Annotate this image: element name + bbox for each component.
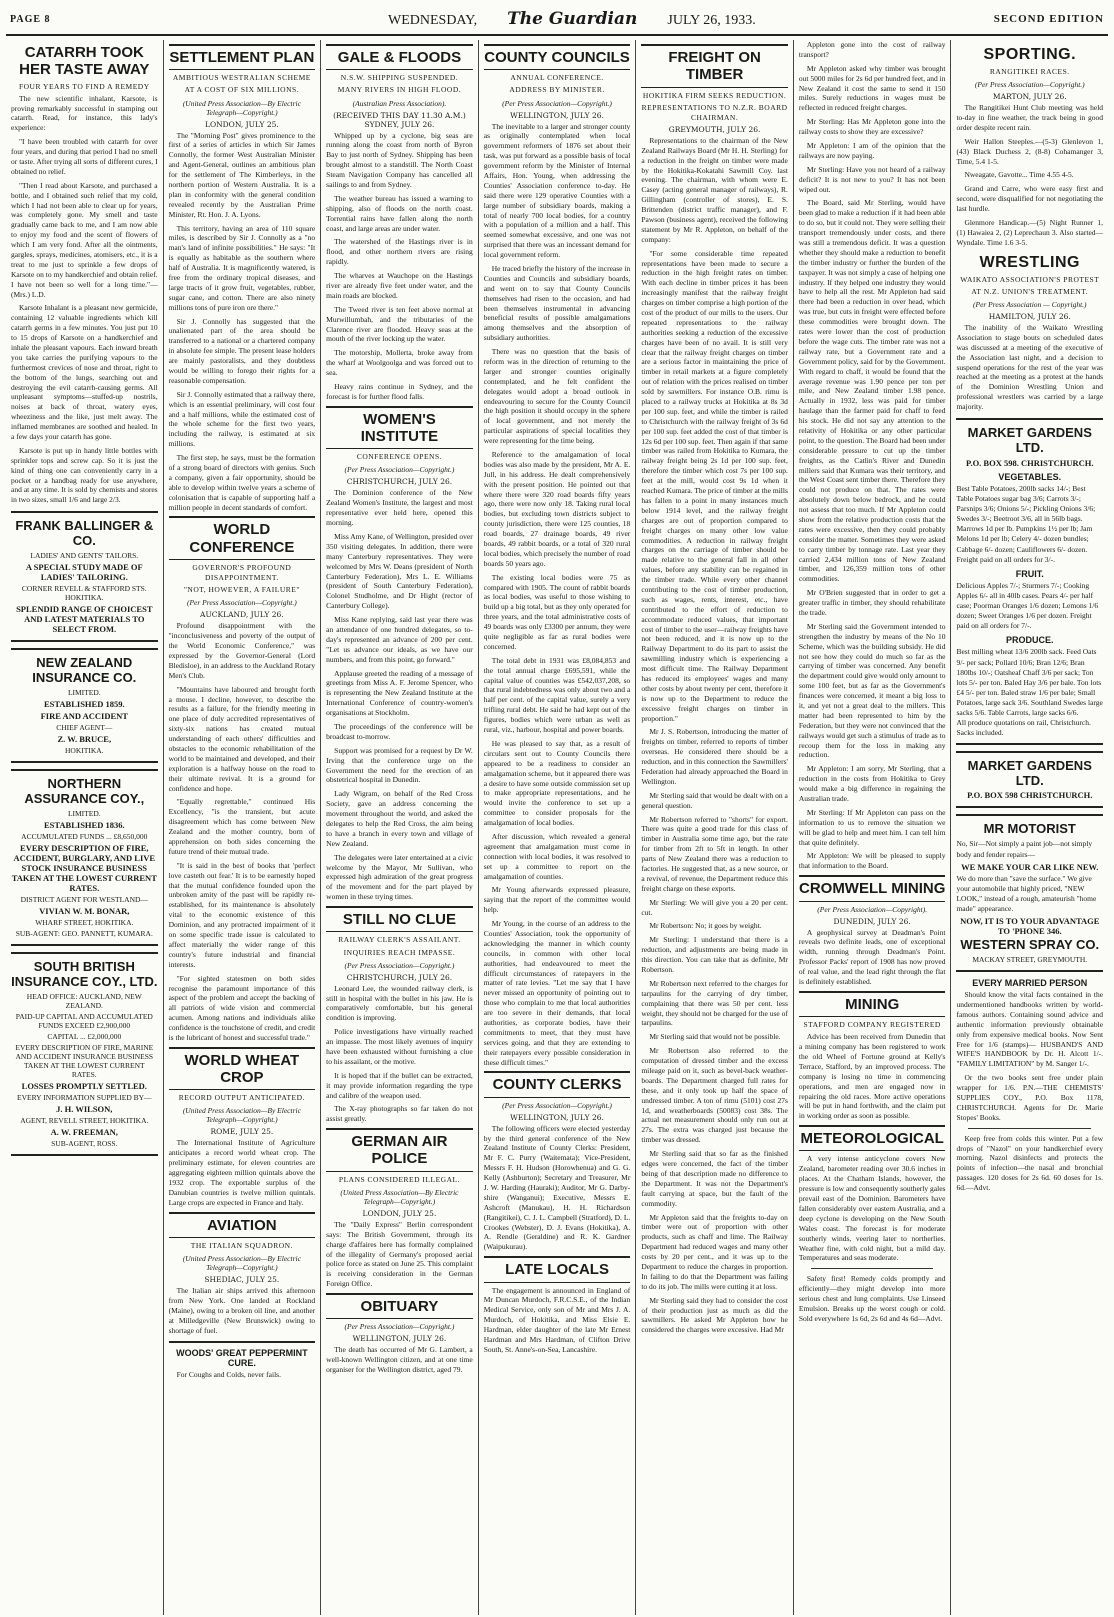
article-paragraph: He was pleased to say that, as a result of circulars sent out to County Councils there appeared to be a readiness to consider an amalgamation scheme, but it appeared there was a desire to have some outside commission set up to make appropriate representations, and he would invite the conference to set up a committee to consider proposals for the amalgamation of local bodies. bbox=[483, 738, 631, 828]
subhead: GOVERNOR'S PROFOUND DISAPPOINTMENT. bbox=[192, 562, 292, 583]
ad-line: HOKITIKA. bbox=[65, 746, 104, 755]
ad-ballinger bbox=[11, 511, 158, 642]
ad-line: EVERY DESCRIPTION OF FIRE, MARINE AND ACCIDENT INSURANCE BUSINESS TAKEN AT THE LOWEST CURRENT RATES. bbox=[15, 1042, 154, 1079]
ad-mr-motorist bbox=[956, 814, 1103, 972]
subhead: REPRESENTATIONS TO N.Z.R. BOARD CHAIRMAN. bbox=[641, 102, 788, 122]
article-paragraph: Heavy rains continue in Sydney, and the forecast is for further flood falls. bbox=[326, 381, 473, 401]
article-paragraph: "It is said in the best of books that 'perfect love casteth out fear.' It is to be earnestly hoped that the mutual confidence founded upon the unbroken amity of the past will be rapidly re-established, for its maintenance is absolutely vital to the economic existence of this Dominion, and any protracted impairment of it on some specific trade issue is calculated to affect materially the wider range of this country's future industrial and financial interests. bbox=[168, 860, 316, 969]
column-3 bbox=[321, 40, 479, 1615]
dateline: ROME, JULY 25. bbox=[210, 1127, 274, 1137]
article-paragraph: "For sighted statesmen on both sides recognise the paramount importance of this aspect of the problem and accept the backing of all patriots of wide vision and commercial acumen. Among nations and individuals alike confidence is the touchstone of credit, and credit is the lubricant of honest and successful trade." bbox=[168, 973, 316, 1042]
article-paragraph: Mr Young, in the course of an address to the Counties' Association, took the opportunity of acknowledging the manner in which county councils, in common with other local authorities, had endeavoured to meet the difficult circumstances of ratepayers in the matter of rate levies. "Let me say that I have never missed an opportunity of pointing out to those who complain to me that local authorities are too severe in their demands, that local authorities, as corporate bodies, have their commitments to meet, that they must have services going, and that they are extending to their ratepayers every possible consideration in these difficult times." bbox=[483, 919, 631, 1067]
article-paragraph: The proceedings of the conference will be broadcast to-morrow. bbox=[326, 721, 473, 741]
article-paragraph: After discussion, which revealed a general agreement that amalgamation must come in connection with local bodies, it was resolved to set up a committee to report on the amalgamation of counties. bbox=[483, 831, 631, 881]
article-paragraph: The inevitable to a larger and stronger county as originally contemplated when local government reformers of 1876 set about their task, was put forward as a possible basis of local government reform by the Minister of Internal Affairs, Hon. Young, when addressing the Counties' Association conference to-day. He said there were 129 operative Counties with a large number of subsidiary boards, making a total of nearly 700 local bodies, for a country with a population of a million and a half. This seemed somewhat excessive, and one was not surprised that there was an incessant demand for local government reform. bbox=[483, 121, 631, 260]
article-paragraph: The Italian air ships arrived this afternoon from New York. One landed at Rockland (Maine), owing to a broken oil line, and another at Milledgeville (New Brunswick) owing to shortage of fuel. bbox=[168, 1286, 316, 1335]
article-paragraph: The Tweed river is ten feet above normal at Murwillumbah, and the tributaries of the Clarence river are flooded. Heavy seas at the mouth of the river locking up the water. bbox=[326, 304, 473, 344]
ad-linseed-emulsion: Safety first! Remedy colds promptly and efficiently—they might develop into more serious chest and lung complaints. Use Linseed Emulsion. Breaks up the worst cough or cold. Sold everywhere 1s 6d, 2s 6d and 4s 6d—Advt. bbox=[798, 1274, 946, 1323]
ad-line: LIMITED. bbox=[67, 808, 101, 818]
ad-name: NEW ZEALAND INSURANCE CO. bbox=[32, 655, 137, 686]
article-paragraph: Glenmore Handicap.—(5) Night Runner 1, (1) Hawaiea 2, (2) Leprechaun 3. Also started—Wyndale. Time 1.6 3-5. bbox=[956, 218, 1104, 247]
price-list: All produce quotations on rail, Christchurch. Sacks included. bbox=[956, 718, 1091, 738]
article-paragraph: Karsote Inhalant is a pleasant new germicide, containing 12 valuable ingredients which kill catarrh germs in a few minutes. You just put 10 to 15 drops of Karsote on a handkerchief and inhale the pleasant vapours. Each inward breath you take carries the purifying vapours to the furthermost crevices of nose and throat, right to the bottom of the lungs, searching out and destroying the evil catarrh-causing germs. All unpleasant symptoms—stuffed-up nostrils, noises at back of throat, watery eyes, wheeziness and the like, just melt away. The inflamed membranes are soothed and healed. In a few days your catarrh has gone. bbox=[11, 303, 158, 442]
masthead-date: JULY 26, 1933. bbox=[667, 13, 756, 28]
price-section-heading: VEGETABLES. bbox=[998, 471, 1062, 482]
headline-meteorological: METEOROLOGICAL bbox=[799, 1125, 946, 1151]
article-paragraph: Police investigations have virtually reached an impasse. The most likely avenues of inquiry have been exhausted without furnishing a clue to his assailant, or the motive. bbox=[326, 1027, 473, 1066]
press-credit: (Australian Press Association). bbox=[352, 98, 447, 108]
dateline: SHEDIAC, JULY 25. bbox=[204, 1275, 280, 1285]
article-paragraph: The "Morning Post" gives prominence to the first of a series of articles in which Sir James Connolly, the former West Australian Minister and Agent-General, outlines an ambitious plan for the settlement of The Kimberleys, in the northern portion of Western Australia. It is a plan in conformity with the general condition revealed recently by the Australian Prime Minister, Rt. Hon. J. A. Lyons. bbox=[168, 130, 316, 219]
headline-catarrh: CATARRH TOOK HER TASTE AWAY bbox=[19, 44, 150, 79]
ad-line: AGENT, REVELL STREET, HOKITIKA. bbox=[20, 1115, 149, 1125]
article-paragraph: Mr J. S. Robertson, introducing the matter of freights on timber, referred to reports of timber overseas. He considered there should be a reduction, and in this connection the Sawmillers' Federation had already approached the Board in Wellington. bbox=[641, 727, 788, 786]
edition-label: SECOND EDITION bbox=[993, 13, 1104, 25]
ad-name: NORTHERN ASSURANCE COY., bbox=[24, 776, 145, 806]
article-paragraph: Mr Robertson referred to "shorts" for export. There was quite a good trade for this class of timber in Australia some time ago, but the rate for timber from 2ft to 5ft in length. In other parts of New Zealand there was a reduction to factories. He suggested that, as a new source, or a revival, of revenue, the Department reduce this freight charge on these exports. bbox=[641, 814, 788, 893]
ad-south-british bbox=[11, 952, 158, 1156]
ad-line: ESTABLISHED 1859. bbox=[43, 699, 125, 709]
subhead: AT N.Z. UNION'S TREATMENT. bbox=[971, 286, 1089, 296]
article-paragraph: "Mountains have laboured and brought forth a mouse. I decline, however, to describe the results as a failure, for the friendly meeting in one place of duly accredited representatives of sixty-six nations has created mutual understanding of each others' difficulties and obstacles to the economic rehabilitation of the world to be maintained and developed, and their exploration is a halfway house on the road to their ultimate revival. It is a ground for confidence and hope. bbox=[168, 684, 316, 793]
ad-name: SOUTH BRITISH INSURANCE COY., LTD. bbox=[11, 958, 158, 989]
article-paragraph: Weir Hallon Steeples.—(5-3) Glenlevon 1, (43) Black Duchess 2, (8-8) Cohamanger 3, Time, 5.4 1-5. bbox=[956, 136, 1104, 166]
article-paragraph: The total debt in 1931 was £8,084,853 and the total annual charge £695,591, while the capital value of counties was £542,037,208, so that rural indebtedness was only about two and a half per cent. of the capital value, surely a very trifling rural debt. He said he had kept out of the figures, bodies which were urban as well as rural, viz., harbour, hospital and power boards. bbox=[483, 655, 631, 735]
page-number: PAGE 8 bbox=[10, 13, 51, 25]
article-paragraph: The X-ray photographs so far taken do not assist greatly. bbox=[326, 1104, 473, 1124]
ad-northern-assurance bbox=[11, 769, 158, 946]
price-list: Delicious Apples 7/-; Sturmers 7/-; Cooking Apples 6/- all in 40lb cases. Pears 4/- per half case; Poorman Oranges 1/6 dozen; Lemons 1/6 dozen; Sweet Oranges 1/6 per dozen. Freight paid on all orders for 7/-. bbox=[956, 580, 1099, 631]
subhead: CONFERENCE OPENS. bbox=[356, 452, 443, 462]
subhead: MANY RIVERS IN HIGH FLOOD. bbox=[337, 85, 462, 95]
press-credit: (Per Press Association—Copyright). bbox=[817, 904, 928, 914]
subhead: ADDRESS BY MINISTER. bbox=[509, 85, 605, 95]
article-paragraph: Grand and Carre, who were easy first and second, were disqualified for not negotiating the last hurdle. bbox=[956, 184, 1104, 214]
press-credit: (Per Press Association—Copyright.) bbox=[974, 80, 1085, 90]
ad-name: FRANK BALLINGER & CO. bbox=[15, 518, 154, 549]
headline-cromwell-mining: CROMWELL MINING bbox=[799, 875, 946, 901]
ad-text: We do more than "save the surface." We give your automobile that highly priced, "NEW LOOK," instead of a rough, amateurish "home made" appearance. bbox=[956, 873, 1097, 914]
article-paragraph: Mr O'Brien suggested that in order to get a greater traffic in timber, they should rehabilitate the trade. bbox=[798, 588, 946, 617]
ad-line: A SPECIAL STUDY MADE OF LADIES' TAILORING. bbox=[25, 562, 143, 583]
divider bbox=[169, 1341, 316, 1343]
headline-sporting: SPORTING. bbox=[983, 46, 1077, 63]
ad-line: SUB-AGENT, ROSS. bbox=[51, 1138, 118, 1148]
article-paragraph: The watershed of the Hastings river is in flood, and other northern rivers are rising rapidly. bbox=[326, 237, 473, 267]
article-paragraph: Appleton gone into the cost of railway transport? bbox=[798, 40, 946, 59]
subhead: PLANS CONSIDERED ILLEGAL. bbox=[338, 1174, 460, 1184]
ad-market-gardens bbox=[956, 418, 1103, 745]
ad-text: For Coughs and Colds, never fails. bbox=[176, 1369, 281, 1379]
ad-line: WHARF STREET, HOKITIKA. bbox=[35, 917, 134, 927]
headline-late-locals: LATE LOCALS bbox=[484, 1256, 631, 1282]
columns bbox=[6, 40, 1108, 1615]
article-paragraph: This territory, having an area of 110 square miles, is described by Sir J. Connolly as a "no man's land of infinite possibilities." He says: "It is equally as habitable as the southern where half of Australia. It is magnificently watered, is free from the ordinary tropical diseases, and large tracts of it grow fruit, vegetables, rubber, sugar cane, and cotton. There are also ninety millions tons of pure iron ore there." bbox=[168, 223, 316, 312]
article-paragraph: Nweagate, Gavotte... Time 4.55 4-5. bbox=[964, 170, 1074, 180]
ad-line: ESTABLISHED 1836. bbox=[43, 819, 125, 830]
ad-line: P.O. BOX 598. CHRISTCHURCH. bbox=[966, 457, 1094, 468]
article-paragraph: The International Institute of Agriculture anticipates a record world wheat crop. The preliminary estimate, for eleven countries are aggregating eighteen million quintals above the 1932 crop. The exportable surplus of the Danubian countries is twelve million quintals. Large crops are expected in France and Italy. bbox=[168, 1138, 316, 1207]
subhead: THE ITALIAN SQUADRON. bbox=[190, 1240, 293, 1250]
dateline: MARTON, JULY 26. bbox=[992, 92, 1067, 102]
headline-still-no-clue: STILL NO CLUE bbox=[326, 906, 473, 932]
press-credit: (Per Press Association—Copyright.) bbox=[186, 598, 297, 608]
headline-wrestling: WRESTLING bbox=[979, 253, 1080, 271]
dateline: GREYMOUTH, JULY 26. bbox=[668, 124, 761, 134]
dateline: WELLINGTON, JULY 26. bbox=[510, 1112, 604, 1122]
article-paragraph: Mr Sterling said that would not be possible. bbox=[649, 1032, 781, 1042]
subhead: N.S.W. SHIPPING SUSPENDED. bbox=[340, 73, 459, 83]
article-paragraph: Sir J. Connolly estimated that a railway there, which is an essential preliminary, will cost four and a half millions, while the estimated cost of the whole scheme for the first two years, including the railway, is estimated at six millions. bbox=[168, 389, 316, 449]
subhead: RAILWAY CLERK'S ASSAILANT. bbox=[338, 935, 461, 945]
article-paragraph: The Rangitikei Hunt Club meeting was held to-day in fine weather, the track being in good order despite recent rain. bbox=[956, 103, 1104, 132]
headline-world-conference: WORLD CONFERENCE bbox=[169, 516, 316, 560]
article-paragraph: The existing local bodies were 75 as compared with 1905. The count of rabbit boards as local bodies, was useful to those wishing to build up a big total, but as they only operated for three years, and the total administrative costs of 49 boards was only £3300 per annum, they were quite negligible as far as rural bodies were concerned. bbox=[483, 572, 631, 651]
dateline: CHRISTCHURCH, JULY 26. bbox=[346, 972, 453, 982]
ad-text: Should know the vital facts contained in the undermentioned handbooks written by world-famous authors. Containing sound advice and authentic information previously obtainable only from expensive medical books. Now Sent Free for 1/6 (stamps)— HUSBAND'S AND WIFE'S HANDBOOK by Dr. H. Alcott 1/-. "FAMILY LIMITATION" by M. Sanger 1/-. bbox=[956, 990, 1104, 1069]
article-paragraph: Mr Sterling: If Mr Appleton can pass on the information to us to remove the situation we will be glad to help and meet him. I can tell him that quite definitely. bbox=[798, 807, 946, 847]
ad-name: MR MOTORIST bbox=[983, 821, 1076, 837]
headline-county-clerks: COUNTY CLERKS bbox=[484, 1071, 631, 1097]
article-paragraph: Mr Appleton said that the freights to-day on timber were out of proportion with other products, such as chaff and lime. The Railway Department had reduced wages and many other costs by 20 per cent., and it was up to the Department to reduce the charges in proportion. In failing to do that the Department was failing to do its job. The mills were cutting it at loss. bbox=[641, 1212, 788, 1291]
article-paragraph: Mr Sterling: We will give you a 20 per cent. cut. bbox=[641, 897, 788, 917]
ad-line: EVERY DESCRIPTION OF FIRE, ACCIDENT, BURGLARY, AND LIVE STOCK INSURANCE BUSINESS TAKEN AT THE LOWEST CURRENT RATES. bbox=[11, 842, 157, 893]
press-credit: (Per Press Association—Copyright.) bbox=[344, 960, 455, 970]
article-paragraph: Miss Amy Kane, of Wellington, presided over 350 visiting delegates. In addition, there were many Canterbury representatives. They were welcomed by Mrs W. Deans (president of North Canterbury Federation), Mrs L. E. Williams (president of South Canterbury Federation), Colonel Studholme, and Dr Hight (rector of Canterbury College). bbox=[326, 531, 473, 611]
article-paragraph: The Board, said Mr Sterling, would have been glad to make a reduction if it had been able to do so, but it could not. They were selling their transport tremendously under costs, and there was still a tremendous deficit. It was a question whether they should make a reduction to benefit the timber industry or further the burden of the taxpayer. It was not simply a case of helping one industry. If they helped one industry they would have to help all the rest. Mr Appleton had said there had been a reduction in over head, which was true, but cuts in freight were effected before these commodities were brought down. The rates were lower than the cost of production before the wage cuts. The timber rate was not a railway rate, but a Government rate and a Government policy, said for by the Government. With regard to chaff, it would be found that the average revenue was 1.90 pence per ton per mile, and New Zealand timber 1.98 pence. Actually in 1932, less was paid for timber haulage than the farmer paid for chaff to feed his stock. He did not say any attention to the relativity of Hokitika or any other particular point, to the question. The Board had been under considerable pressure to cut up the timber freights, as the Catlin's River and Dunedin millers said that Kumara was their territory, and the West Coast sent timber there. Therefore they could not produce on that. The rates were absolutely down below bedrock, and he could not assess that too much. If Mr Appleton could show from the relative production costs that the rates were excessive, then they could probably consider the matter. Sometimes they were asked to carry timber by tonnage rate. Last year they carried 2,434 million tons of New Zealand timber, and 126,359 million tons of other commodities. bbox=[798, 198, 946, 584]
dateline: (RECEIVED THIS DAY 11.30 A.M.) SYDNEY, JULY 26. bbox=[333, 110, 466, 129]
price-list: Best milling wheat 13/6 200lb sack. Feed Oats 9/- per sack; Pollard 10/6; Bran 12/6; Bran 180lbs 10/-; Oatsheaf Chaff 3/6 per sack; Ton lots 5/- per ton. Baled Hay 3/6 per bale. Ton lots £4 5/- per ton. Baled straw 1/6 per bale; Small Potatoes, large sack 3/6. Southland Swedes large sacks 5/6. Table Carrots, large sacks 6/6. bbox=[956, 647, 1103, 718]
article-paragraph: Mr Robertson also referred to the computation of dressed timber and the excess mileage paid on it, such as bevel-back weather-boards. The Department charged full rates for these, and it only took up half the space of undressed timber. A ton of rimu (5101) cost 27s 1d, and weatherboards (50083) cost 38s. The actual net measurement should only run out at 27s. The extra was charged just because the timber was dressed. bbox=[641, 1046, 788, 1145]
ad-woods-peppermint: WOODS' GREAT PEPPERMINT CURE. bbox=[176, 1347, 308, 1368]
article-paragraph: Mr Sterling said that would be dealt with on a general question. bbox=[641, 790, 788, 810]
column-1 bbox=[6, 40, 164, 1615]
ad-line: PAID-UP CAPITAL AND ACCUMULATED FUNDS EXCEED £2,900,000 bbox=[15, 1011, 153, 1030]
column-4 bbox=[479, 40, 637, 1615]
divider bbox=[968, 1128, 1091, 1129]
press-credit: (United Press Association—By Electric Telegraph—Copyright.) bbox=[182, 1106, 301, 1125]
ad-nazol: Keep free from colds this winter. Put a few drops of "Nazol" on your handkerchief every morning. Nazol disinfects and protects the points of infection—the nasal and bronchial passages. 120 doses for 2s 6d. 60 doses for 1s. 6d.—Advt. bbox=[956, 1133, 1104, 1193]
article-paragraph: Mr Appleton: I am of the opinion that the railways are now paying. bbox=[798, 141, 946, 160]
column-2 bbox=[164, 40, 322, 1615]
article-paragraph: Whipped up by a cyclone, big seas are running along the coast from north of Byron Bay to just north of Sydney. Shipping has been brought almost to a standstill. The North Coast Steam Navigation Company has cancelled all sailings to and from Sydney. bbox=[326, 130, 473, 189]
ad-text: Or the two books sent free under plain wrapper for 1/6. P.N.—THE CHEMISTS' SUPPLIES COY., P.O. Box 1178, CHRISTCHURCH. Agents for Dr. Marie Stopes' Books. bbox=[956, 1073, 1104, 1122]
masthead bbox=[6, 4, 1108, 36]
dateline: WELLINGTON, JULY 26. bbox=[352, 1334, 447, 1344]
article-paragraph: The delegates were later entertained at a civic welcome by the Mayor, Mr Sullivan, who expressed high admiration of the great progress of the movement and for the part played by women in these trying times. bbox=[326, 852, 473, 902]
headline-world-wheat-crop: WORLD WHEAT CROP bbox=[169, 1047, 316, 1091]
headline-every-married-person: EVERY MARRIED PERSON bbox=[972, 978, 1088, 989]
article-paragraph: Mr Appleton: We will be pleased to supply that information to the Board. bbox=[798, 851, 946, 871]
article-paragraph: The new scientific inhalant, Karsote, is proving remarkably successful in stamping out catarrh. Read, for instance, this lady's experience: bbox=[11, 93, 158, 133]
ad-line: VIVIAN W. M. BONAR, bbox=[39, 905, 130, 916]
article-paragraph: Mr Young afterwards expressed pleasure, saying that the report of the committee would help. bbox=[483, 885, 631, 915]
column-7 bbox=[951, 40, 1108, 1615]
article-paragraph: Mr Sterling said the Government intended to strengthen the industry by means of the No 10 Scheme, which was the building subsidy. He did not see how they could do much so far as the carrying of timber was concerned. Any benefit the department could give would only amount to some 100 feet, but as far as the Government's finances were concerned, it meant a big loss to it, and yet not a great deal to the millers. This matter had been represented to him by the Federation, but they were not convinced that the railways would get such a stimulus of trade as to recoup them for the loss in making any reduction. bbox=[798, 621, 946, 760]
ad-line: DISTRICT AGENT FOR WESTLAND— bbox=[20, 894, 148, 904]
masthead-center bbox=[388, 9, 756, 29]
ad-line: LIMITED. bbox=[67, 688, 101, 697]
newspaper-title: The Guardian bbox=[507, 9, 638, 29]
ad-text: No, Sir—Not simply a paint job—not simply body and fender repairs— bbox=[956, 839, 1093, 859]
article-paragraph: Profound disappointment with the "inconclusiveness and poverty of the output of the World Economic Conference," was expressed by the Governor-General (Lord Bledisloe), in an address to the Auckland Rotary Men's Club. bbox=[168, 621, 316, 680]
ad-line: A. W. FREEMAN, bbox=[50, 1126, 118, 1137]
headline-settlement-plan: SETTLEMENT PLAN bbox=[169, 44, 316, 70]
article-paragraph: Sir J. Connolly has suggested that the unalienated part of the area should be transferred to a national or a chartered company in absolute fee simple. The present lease holders are mainly pastoralists, and they doubtless would be willing to forego their rights for a reasonable compensation. bbox=[168, 316, 316, 385]
ad-name: MARKET GARDENS LTD. bbox=[967, 424, 1092, 455]
dateline: WELLINGTON, JULY 26. bbox=[510, 110, 604, 120]
article-paragraph: Support was promised for a request by Dr W. Irving that the conference urge on the Government the need for the erection of an obstetrical hospital in Dunedin. bbox=[326, 745, 473, 785]
article-paragraph: The wharves at Wauchope on the Hastings river are already five feet under water, and the main roads are blocked. bbox=[326, 271, 473, 300]
ad-line: SUB-AGENT: GEO. PANNETT, KUMARA. bbox=[15, 928, 153, 938]
headline-aviation: AVIATION bbox=[169, 1212, 316, 1238]
article-paragraph: "Equally regrettable," continued His Excellency, "is the transient, but acute disagreement which has come between New Zealand and the mother country, born of apprehension on both sides concerning the future trend of their mutual trade. bbox=[168, 797, 316, 856]
article-paragraph: Mr Appleton: I am sorry, Mr Sterling, that a reduction in the costs from Hokitika to Grey would make a big difference in regaining the Australian trade. bbox=[798, 764, 946, 804]
article-paragraph: Miss Kane replying, said last year there was an attendance of one hundred delegates, so to-day's represented an advance of 200 per cent. "Let us advance our ideals, as we have our numbers, and from this point, go forward." bbox=[326, 615, 473, 664]
dateline: HAMILTON, JULY 26. bbox=[988, 311, 1071, 321]
price-section-heading: FRUIT. bbox=[1015, 568, 1044, 579]
article-paragraph: Reference to the amalgamation of local bodies was also made by the president, Mr A. E. Jull, in his address. He dealt comprehensively with the present position. He pointed out that where there were 320 road boards fifty years ago, there were now only 18. Taking rural local bodies, but excluding town districts subject to county jurisdiction, there were 125 counties, 18 road boards, 27 drainage boards, 49 river boards, 49 rabbit boards, or a total of 320 rural local bodies, which precisely the number of road boards 50 years ago. bbox=[483, 450, 631, 568]
headline-freight-on-timber: FREIGHT ON TIMBER bbox=[641, 44, 788, 88]
article-paragraph: Karsote is put up in handy little bottles with sprinkler tops and screw cap. So it is just the kind of thing one can conveniently carry in a pocket or a handbag ready for use anywhere, and at any time. It is sold by chemists and stores in two sizes, small 1/6 and large 2/3. bbox=[11, 445, 158, 505]
ad-name: MARKET GARDENS LTD. bbox=[967, 757, 1092, 788]
ad-nz-insurance bbox=[11, 648, 158, 763]
press-credit: (Per Press Association — Copyright.) bbox=[972, 299, 1087, 309]
headline-county-councils: COUNTY COUNCILS bbox=[484, 44, 631, 70]
article-paragraph: The engagement is announced in England of Mr Duncan Murdoch, F.R.C.S.E., of the Indian Medical Service, only son of Mr and Mrs J. A. Murdoch, of Hokitika, and Miss Elsie E. Hardman, elder daughter of the late Mr Ernest Hardman and Mrs Hardman, of Clifton Drive South, St. Anne's-on-Sea, Lancashire. bbox=[483, 1285, 631, 1354]
dateline: AUCKLAND, JULY 26. bbox=[200, 610, 284, 620]
price-list: Best Table Potatoes, 200lb sacks 14/-; Best Table Potatoes sugar bag 3/6; Carrots 3/-; Parsnips 3/6; Onions 5/-; Pickling Onions 3/6; Swedes 3/-; Beetroot 3/6, all in 56lb bags. Marrows 1d per lb. Pumpkins 1½ per lb; Jam Melons 1d per lb; Celery 4/- dozen bundles; Cabbage 6/- dozen; Cauliflowers 6/- dozen. Freight paid on all orders for 3/-. bbox=[956, 483, 1096, 564]
article-paragraph: Lady Wigram, on behalf of the Red Cross Society, gave an address concerning the movement throughout the world, and asked the delegates to help the Red Cross, the aim being to have a branch in every town and village of New Zealand. bbox=[326, 789, 473, 848]
ad-line: NOW, IT IS TO YOUR ADVANTAGE TO 'PHONE 346. bbox=[960, 916, 1100, 937]
article-paragraph: Mr Sterling said that so far as the finished edges were concerned, the fact of the timber being of that description made no difference to the Department. It was not the Department's fault carrying at space, but the fault of the commodity. bbox=[641, 1149, 788, 1208]
ad-line: HEAD OFFICE: AUCKLAND, NEW ZEALAND. bbox=[26, 991, 142, 1010]
subhead: STAFFORD COMPANY REGISTERED bbox=[803, 1020, 941, 1030]
divider bbox=[811, 1268, 934, 1269]
article-paragraph: The motorship, Mollerta, broke away from the wharf at Woolgoolga and was forced out to sea. bbox=[326, 348, 473, 378]
headline-gale-floods: GALE & FLOODS bbox=[326, 44, 473, 70]
headline-german-air-police: GERMAN AIR POLICE bbox=[326, 1128, 473, 1172]
ad-line: CAPITAL ... £2,000,000 bbox=[47, 1031, 122, 1041]
article-paragraph: The following officers were elected yesterday by the third general conference of the New Zealand Institute of County Clerks: President, Mr F. C. Purry (Waitemata); Vice-President, Messrs F. H. Hudson (Horowhenua) and G. G. Kelly (Ashburton); Secretary and Treasurer, Mr J. W. Harding (Hauraki); Auditor, Mr G. Darby-shire (Wanganui); Executive, Messrs E. Ashcroft (Manukau), H. H. Richardson (Rangitikei), C. J. L. Campbell (Stratford), D. L. Crookes (Webster), D. J. Evans (Hokitika), A. A. Rendle (Geraldine) and R. K. Gardner (Waipukurau). bbox=[483, 1123, 631, 1252]
article-paragraph: "I have been troubled with catarrh for over four years, and during that period I had no smell or taste. After trying all sorts of different cures, I obtained no relief. bbox=[11, 137, 158, 176]
ad-line: CHIEF AGENT— bbox=[56, 723, 113, 732]
ad-market-gardens-2 bbox=[956, 751, 1103, 809]
article-paragraph: It is hoped that if the bullet can be extracted, it may provide information regarding the type and calibre of the weapon used. bbox=[326, 1070, 473, 1100]
ad-line: Z. W. BRUCE, bbox=[57, 734, 112, 744]
headline-womens-institute: WOMEN'S INSTITUTE bbox=[326, 406, 473, 450]
subhead: AT A COST OF SIX MILLIONS. bbox=[184, 85, 300, 95]
press-credit: (United Press Association—By Electric Telegraph—Copyright.) bbox=[340, 1187, 459, 1206]
column-5 bbox=[636, 40, 794, 1615]
headline-mining: MINING bbox=[799, 991, 946, 1017]
dateline: CHRISTCHURCH, JULY 26. bbox=[346, 477, 453, 487]
article-paragraph: The "Daily Express" Berlin correspondent says: The British Government, through its charge d'affaires here has formally complained of the illegality of Germany's proposed aerial police force as stated on June 25. This complaint is receiving consideration in the German Foreign Office. bbox=[326, 1219, 473, 1289]
article-paragraph: A geophysical survey at Deadman's Point reveals two definite leads, one of exceptional width, running through Deadman's Point. Professor Packs' report of 1908 has now proved of real value, and the lead right through the flat is definitely established. bbox=[798, 927, 946, 986]
press-credit: (Per Press Association—Copyright.) bbox=[344, 1322, 455, 1332]
article-paragraph: Leonard Lee, the wounded railway clerk, is still in hospital with the bullet in his jaw. He is comparatively comfortable, but his general condition is improving. bbox=[326, 983, 473, 1023]
article-paragraph: The first step, he says, must be the formation of a strong board of directors with genius. Such a company, given a fair opportunity, should be able to develop within twelve years a scheme of colonisation that is capable of supporting half a million people in decent standards of comfort. bbox=[168, 453, 316, 512]
dateline: DUNEDIN, JULY 26. bbox=[833, 916, 911, 926]
article-paragraph: The inability of the Waikato Wrestling Association to stage bouts on scheduled dates was discussed at a meeting of the executive of the Association last night, and a decision to suspend operations for the rest of the year was reached at the meeting as a protest at the hands of the Dominion Wrestling Union and professional wrestlers was carried by a large majority. bbox=[956, 322, 1104, 412]
article-paragraph: Mr Sterling: Has Mr Appleton gone into the railway costs to show they are excessive? bbox=[798, 117, 946, 137]
ad-line: FIRE AND ACCIDENT bbox=[40, 711, 128, 721]
article-paragraph: Representations to the chairman of the New Zealand Railways Board (Mr H. H. Sterling) for a reduction in the freight on timber were made by the Hokitika-Kokatahi Sawmill Coy. last evening. The chairman, with whom were E. Casey (acting general manager of railways), R. Gillingham (controller of stores), E. S. Brittenden (district traffic manager), and F. Pawson (business agent), received the following statement by Mr R. Appleton, on behalf of the company: bbox=[641, 135, 788, 244]
subhead: HOKITIKA FIRM SEEKS REDUCTION. bbox=[642, 90, 787, 100]
ad-line: LADIES' AND GENTS' TAILORS. bbox=[30, 551, 139, 561]
article-paragraph: Advice has been received from Dunedin that a mining company has been registered to work the old Wheel of Fortune ground at Kelly's Terrace, Stafford, by an improved process. The company is losing no time in commencing operations, and men are engaged now in repairing the old races. More active operations will be put in hand forthwith, and the claim put in working order as soon as possible. bbox=[798, 1032, 946, 1121]
dateline: LONDON, JULY 25. bbox=[362, 1208, 437, 1218]
article-paragraph: A very intense anticyclone covers New Zealand, barometer reading over 30.6 inches in places. At the Chatham Islands, however, the pressure is low and consequently southerly gales prevail east of the Dominion. Barometers have fallen considerably over eastern Australia, and a deep cyclone is developing on the New South Wales coast. The forecast is for moderate southerly winds, veering later to northerlies. Weather fine, with cold night, but a mild day. Temperatures and seas moderate. bbox=[798, 1154, 946, 1263]
ad-line: LOSSES PROMPTLY SETTLED. bbox=[21, 1080, 147, 1091]
press-credit: (Per Press Association—Copyright.) bbox=[502, 98, 612, 108]
article-paragraph: He traced briefly the history of the increase in Counties and Councils and subsidiary boards, and went on to say that County Councils themselves had risen to the occasion, and had been themselves instrumental in advancing beneficial results of possible amalgamations among themselves and the absorption of subsidiary authorities. bbox=[483, 263, 631, 343]
article-paragraph: There was no question that the basis of reform was in the direction of returning to the larger and stronger counties originally contemplated, and he felt confident the delegates would adopt a broad outlook in endeavouring to secure for the County Council the high position it should occupy in the sphere of local government, and not merely the particular aspirations of special localities they were representing for the time being. bbox=[483, 347, 631, 446]
subhead: AMBITIOUS WESTRALIAN SCHEME bbox=[172, 73, 311, 83]
article-paragraph: "For some considerable time repeated representations have been made to secure a reduction in the high freight rates on timber. With each decline in timber prices it has been increasingly manifest that the railway freight charges on timber comprise a high portion of the cost of the product of our mills to the users. Our repeated representations to the railway authorities seeking a reduction of the excessive charges have been of no avail. It is still very clear that the railway freight charges on timber are a serious factor in maintaining the price of timber in retail markets at a figure completely out of relation with the prices realised on timber sold by sawmillers. For instance O.B. rimu is placed to a railway trucks at Hokitika at 8s 3d per 100 sup. feet, and while the timber is railed to Christchurch with the railway freight of 3s 6d per 100 sup. feet added the cost of that timber is 12s 6d per 100 sup. feet. Then again if that same timber was railed from Hokitika to Kumara, the railway freight being 2s 1d per 100 sup. feet, therefore the timber which cost 7s per 100 sup. feet at the mill, would cost 9s 1d when it reached Kumara. The price of timber at the mills has fallen to a point in many instances much below 1914 level, and the railway freight charges are out of proportion compared to freight charges on many other low value commodities. A reduction in railway freight charges on the carriage of timber should be made relative to the general fall in all other values, before any stability can be regained in the timber trade. While every other channel contributing to the cost of timber production, such as wages, rents, interest, etc., have contributed to the effort of reduction to accommodate reduced values, that important cost of timber to the user—railway freights have not been reduced, and it is now up to the Railway Department to do its part to assist the sawmilling industry which is experiencing a most difficult time. The Railway Department has reduced its employees' wages and many other costs by about twenty per cent, therefore it is now up to the Department to reduce the excessive freight charges on timber in proportion." bbox=[641, 248, 788, 723]
article-paragraph: Mr Appleton asked why timber was brought out 5000 miles for 2s 6d per hundred feet, and in New Zealand it cost the same to send it 150 miles. Surely reductions in wages must be reflected in reduced freight charges. bbox=[798, 63, 946, 113]
article-paragraph: Applause greeted the reading of a message of greetings from Miss A. F. Jerome Spencer, who is representing the New Zealand Institute at the International Conference of country-women's organisations at Stockholm. bbox=[326, 668, 473, 718]
article-paragraph: The weather bureau has issued a warning to shipping, also of floods on the north coast. Torrential rains have fallen along the north coast, and large areas are under water. bbox=[326, 193, 473, 233]
article-paragraph: The Dominion conference of the New Zealand Women's Institute, the largest and most representative ever held here, opened this morning. bbox=[326, 488, 473, 528]
article-paragraph: Mr Robertson: No; it goes by weight. bbox=[649, 921, 762, 931]
subhead: WAIKATO ASSOCIATION'S PROTEST bbox=[960, 274, 1100, 284]
article-paragraph: Mr Sterling: Have you not heard of a railway deficit? It is not new to you? It has not been wiped out. bbox=[798, 164, 946, 194]
ad-name: WESTERN SPRAY CO. bbox=[960, 937, 1100, 953]
press-credit: (Per Press Association—Copyright.) bbox=[344, 465, 455, 475]
press-credit: (United Press Association—By Electric Telegraph—Copyright.) bbox=[182, 1254, 301, 1273]
ad-line: WE MAKE YOUR CAR LIKE NEW. bbox=[961, 861, 1099, 872]
price-section-heading: PRODUCE. bbox=[1006, 635, 1054, 646]
ad-line: ACCUMULATED FUNDS ... £8,650,000 bbox=[21, 831, 148, 841]
ad-line: P.O. BOX 598 CHRISTCHURCH. bbox=[967, 790, 1093, 801]
subhead: RECORD OUTPUT ANTICIPATED. bbox=[178, 1093, 305, 1103]
dateline: LONDON, JULY 25. bbox=[204, 119, 279, 129]
subhead: "NOT, HOWEVER, A FAILURE" bbox=[183, 585, 300, 595]
ad-line: MACKAY STREET, GREYMOUTH. bbox=[972, 955, 1088, 965]
ad-line: CORNER REVELL & STAFFORD STS. HOKITIKA. bbox=[21, 584, 147, 603]
ad-line: SPLENDID RANGE OF CHOICEST AND LATEST MATERIALS TO SELECT FROM. bbox=[16, 604, 153, 635]
subhead-catarrh: FOUR YEARS TO FIND A REMEDY bbox=[18, 81, 150, 91]
article-paragraph: The death has occurred of Mr G. Lambert, a well-known Wellington citizen, and at one time organiser for the Wellington district, aged 79. bbox=[326, 1345, 473, 1375]
column-6 bbox=[794, 40, 952, 1615]
subhead: ANNUAL CONFERENCE. bbox=[510, 73, 604, 83]
ad-line: J. H. WILSON, bbox=[56, 1103, 113, 1114]
press-credit: (United Press Association—By Electric Telegraph—Copyright.) bbox=[182, 98, 301, 117]
article-paragraph: Mr Sterling: I understand that there is a reduction, and adjustments are being made in this direction. You can take that as definite, Mr Robertson. bbox=[641, 935, 788, 975]
ad-line: EVERY INFORMATION SUPPLIED BY— bbox=[17, 1092, 152, 1102]
article-paragraph: Mr Robertson next referred to the charges for tarpaulins for the carrying of dry timber, complaining that there was 50 per cent. less weight, they should not be charged for the use of tarpaulins. bbox=[641, 978, 788, 1028]
press-credit: (Per Press Association—Copyright.) bbox=[502, 1100, 612, 1110]
subhead: INQUIRIES REACH IMPASSE. bbox=[343, 947, 456, 957]
headline-obituary: OBITUARY bbox=[326, 1293, 473, 1319]
subhead: RANGITIKEI RACES. bbox=[989, 67, 1070, 76]
masthead-day: WEDNESDAY, bbox=[388, 13, 478, 28]
article-paragraph: Mr Sterling said they had to consider the cost of their production just as much as did the sawmillers. He asked Mr Appleton how he considered the charges were excessive. Had Mr bbox=[641, 1295, 788, 1335]
article-paragraph: "Then I read about Karsote, and purchased a bottle, and I obtained such relief that my cold, which I had not been able to clear up for years, was completely gone. My smell and taste gradually came back to me, and I am now able to enjoy my food and the scent of flowers of which I am very fond. After all the ointments, gargles, sprays, medicines, atomisers, etc., it is a treat to me just to sprinkle a few drops of Karsote on to my handkerchief and obtain relief. I have not been so well for a long time."—(Mrs.) L.D. bbox=[11, 180, 158, 299]
